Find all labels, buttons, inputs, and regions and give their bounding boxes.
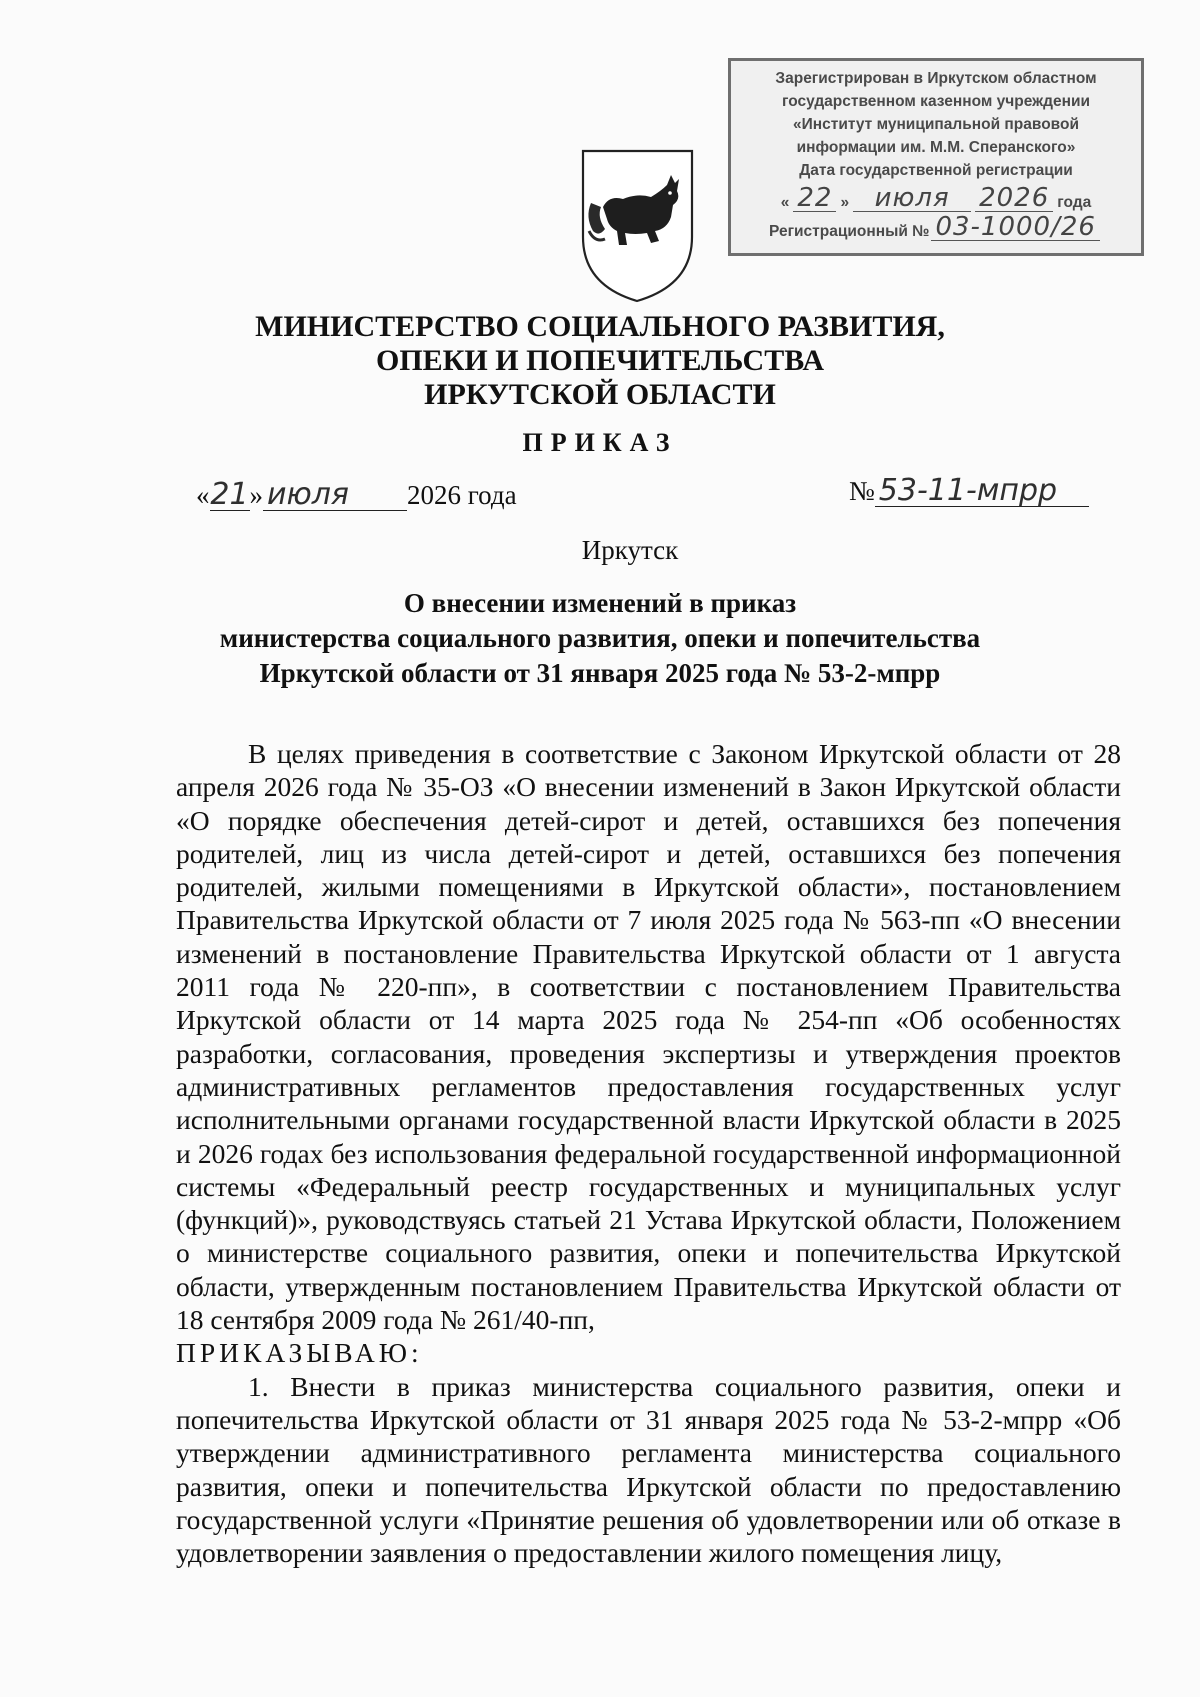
stamp-line: информации им. М.М. Сперанского»	[796, 139, 1076, 156]
registration-stamp	[728, 58, 1144, 256]
stamp-quote: «	[780, 194, 790, 211]
subject-line: Иркутской области от 31 января 2025 года № 53-2-мпрр	[259, 658, 941, 688]
order-day: 21	[210, 477, 249, 512]
order-word: ПРИКАЗЫВАЮ:	[176, 1337, 423, 1369]
order-year: 2026 года	[407, 480, 517, 510]
stamp-quote: »	[840, 194, 850, 211]
number-sign: №	[849, 476, 875, 506]
stamp-month: июля	[853, 185, 971, 212]
order-month: июля	[263, 480, 407, 511]
order-subject	[0, 586, 1200, 691]
stamp-reg-number: 03-1000/26	[931, 214, 1099, 241]
stamp-line: Зарегистрирован в Иркутском областном	[775, 70, 1097, 87]
city: Иркутск	[581, 535, 679, 565]
stamp-line: Дата государственной регистрации	[799, 162, 1073, 179]
ministry-name	[0, 310, 1200, 412]
order-title: ПРИКАЗ	[522, 428, 678, 457]
order-body	[176, 737, 1121, 1569]
item-paragraph: 1. Внести в приказ министерства социального развития, опеки и попечительства Иркутской области от 31 января 2025 года № 53-2-мпрр «Об утверждении административного регламента министерства социального развития, опеки и попечительства Иркутской области по предоставлению государственной услуги «Принятие решения об удовлетворении или об отказе в удовлетворении заявления о предоставлении жилого помещения лицу,	[176, 1370, 1121, 1569]
ministry-line: ИРКУТСКОЙ ОБЛАСТИ	[424, 378, 776, 411]
stamp-day: 22	[793, 185, 836, 212]
order-number-value: 53-11-мпрр	[875, 476, 1089, 507]
order-date	[196, 477, 517, 512]
stamp-reg-label: Регистрационный №	[769, 223, 930, 240]
stamp-date-row	[739, 182, 1133, 212]
date-quote: »	[249, 480, 263, 510]
subject-line: О внесении изменений в приказ	[403, 588, 797, 618]
coat-of-arms-icon	[575, 145, 700, 305]
ministry-line: МИНИСТЕРСТВО СОЦИАЛЬНОГО РАЗВИТИЯ,	[255, 310, 945, 343]
order-number	[849, 473, 1089, 508]
stamp-line: государственном казенном учреждении	[781, 93, 1091, 110]
stamp-year: 2026	[975, 185, 1053, 212]
ministry-line: ОПЕКИ И ПОПЕЧИТЕЛЬСТВА	[376, 344, 824, 377]
stamp-reg-row	[739, 214, 1133, 241]
stamp-year-word: года	[1057, 194, 1092, 211]
date-quote: «	[196, 480, 210, 510]
stamp-line: «Институт муниципальной правовой	[793, 116, 1079, 133]
subject-line: министерства социального развития, опеки и попечительства	[219, 623, 981, 653]
preamble-paragraph: В целях приведения в соответствие с Законом Иркутской области от 28 апреля 2026 года № 35-ОЗ «О внесении изменений в Закон Иркутской области «О порядке обеспечения детей-сирот и детей, оставшихся без попечения родителей, лиц из числа детей-сирот и детей, оставшихся без попечения родителей, жилыми помещениями в Иркутской области», постановлением Правительства Иркутской области от 7 июля 2025 года № 563-пп «О внесении изменений в постановление Правительства Иркутской области от 1 августа 2011 года № 220-пп», в соответствии с постановлением Правительства Иркутской области от 14 марта 2025 года № 254-пп «Об особенностях разработки, согласования, проведения экспертизы и утверждения проектов административных регламентов предоставления государственных услуг исполнительными органами государственной власти Иркутской области в 2025 и 2026 годах без использования федеральной государственной информационной системы «Федеральный реестр государственных и муниципальных услуг (функций)», руководствуясь статьей 21 Устава Иркутской области, Положением о министерстве социального развития, опеки и попечительства Иркутской области, утвержденным постановлением Правительства Иркутской области от 18 сентября 2009 года № 261/40-пп,	[176, 738, 1121, 1336]
